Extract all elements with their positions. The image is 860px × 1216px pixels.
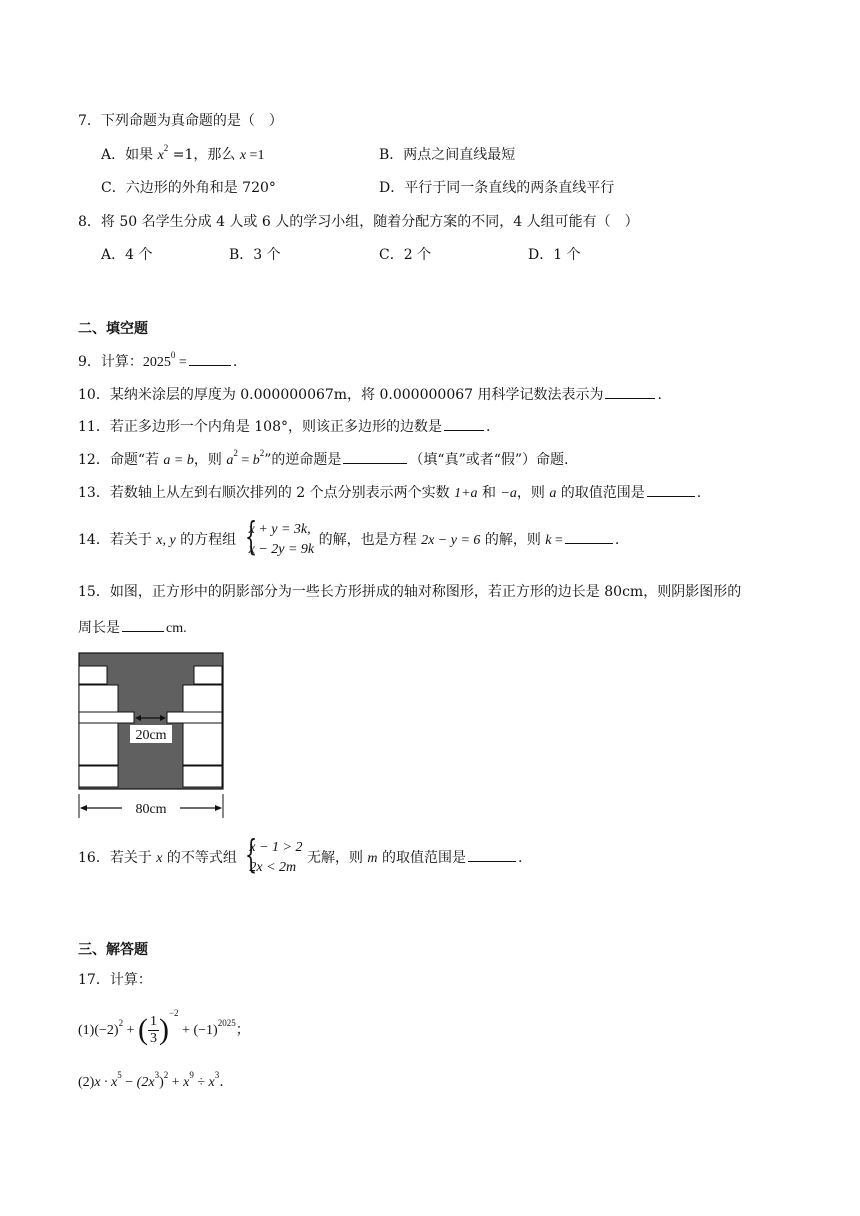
answer-blank[interactable] xyxy=(343,449,407,464)
q17-part1: $(1)(-2)^2$ + ( $\frac{1}{3}$ )$^{-2} + (-1)^{2025}$； xyxy=(78,1008,250,1046)
white-rect xyxy=(183,685,222,712)
fraction: $\frac{1}{3}$ xyxy=(149,1013,157,1046)
q16: 16．若关于 x 的不等式组 { x − 1 > 2 2x < 2m 无解，则 m 的取值范围是 . xyxy=(78,832,523,876)
white-rect xyxy=(183,766,222,787)
q17-part2: $(2)x \cdot x^5 - (2x^3)^2 + x^9 \div x^3$. xyxy=(78,1070,224,1090)
q8-stem: 8．将 50 名学生分成 4 人或 6 人的学习小组，随着分配方案的不同，4 人组可能有（ ） xyxy=(78,214,639,230)
white-rect xyxy=(194,666,222,684)
q8-option-a: A．4 个 xyxy=(101,247,153,263)
equation-system: { x + y = 3k, x − 2y = 9k xyxy=(244,514,315,558)
q7-option-d: D．平行于同一条直线的两条直线平行 xyxy=(379,180,615,196)
white-rect xyxy=(79,666,107,684)
white-rect xyxy=(79,712,134,723)
gap-label: 20cm xyxy=(135,728,167,743)
q12: 12．命题“若 a = b，则 $a^2 = b^2$”的逆命题是 （填“真”或者“假”）命题. xyxy=(78,448,569,468)
white-rect xyxy=(167,712,222,723)
answer-blank[interactable] xyxy=(605,384,655,399)
q7-option-c: C．六边形的外角和是 720° xyxy=(101,180,276,196)
q7-option-b: B．两点之间直线最短 xyxy=(379,147,516,163)
answer-blank[interactable] xyxy=(565,529,613,544)
q15-line1: 15．如图，正方形中的阴影部分为一些长方形拼成的轴对称图形，若正方形的边长是 80cm，则阴影图形的 xyxy=(78,584,742,600)
answer-blank[interactable] xyxy=(189,351,231,366)
q15-line2: 周长是 cm. xyxy=(78,617,187,639)
q7-stem: 7．下列命题为真命题的是（ ） xyxy=(78,113,283,129)
white-rect xyxy=(79,766,118,787)
side-label: 80cm xyxy=(135,802,167,817)
dim-arrow-right xyxy=(215,805,222,811)
q13: 13．若数轴上从左到右顺次排列的 2 个点分别表示两个实数 1+a 和 −a，则 a 的取值范围是 . xyxy=(78,482,701,504)
white-rect xyxy=(79,723,118,765)
q10: 10．某纳米涂层的厚度为 0.000000067m，将 0.000000067 用科学记数法表示为 . xyxy=(78,384,662,405)
q8-option-d: D．1 个 xyxy=(528,247,581,263)
q7-option-a: A．如果 $x^2 =1$，那么 x =1 xyxy=(101,143,265,163)
dim-arrow-left xyxy=(80,805,87,811)
q9: 9．计算：$2025^0$ = . xyxy=(78,350,238,370)
answer-blank[interactable] xyxy=(647,482,695,497)
section-fill-in-heading: 二、填空题 xyxy=(78,321,148,337)
section-solve-heading: 三、解答题 xyxy=(78,942,148,958)
answer-blank[interactable] xyxy=(444,416,484,431)
q14: 14．若关于 x, y 的方程组 { x + y = 3k, x − 2y = 9k 的解，也是方程 2x − y = 6 的解，则 k = . xyxy=(78,514,620,558)
inequality-system: { x − 1 > 2 2x < 2m xyxy=(245,832,303,876)
q11: 11．若正多边形一个内角是 108°，则该正多边形的边数是 . xyxy=(78,416,490,437)
white-rect xyxy=(79,685,118,712)
answer-blank[interactable] xyxy=(122,617,164,632)
white-rect xyxy=(183,723,222,765)
answer-blank[interactable] xyxy=(468,847,516,862)
q17-stem: 17．计算： xyxy=(78,972,152,988)
q8-option-b: B．3 个 xyxy=(229,247,281,263)
q8-option-c: C．2 个 xyxy=(379,247,432,263)
square-shaded-figure xyxy=(78,652,228,820)
